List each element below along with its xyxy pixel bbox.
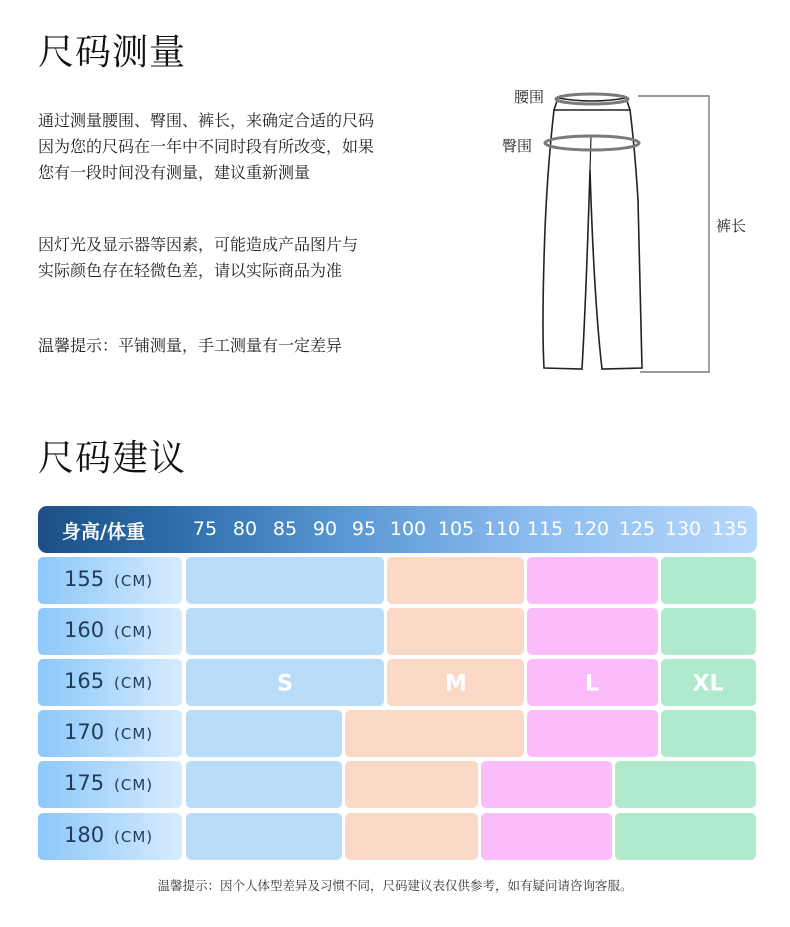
size-cell-s [186,761,342,808]
size-label-xl: XL [692,671,724,697]
size-cell-s [186,608,384,655]
table-header [38,506,757,553]
height-cell [38,557,182,604]
hip-label: 臀围 [502,137,533,155]
size-cell-m [345,761,478,808]
height-value: 170 [64,720,105,744]
height-unit: (CM) [114,623,154,641]
height-cell [38,761,182,808]
paragraph-line: 您有一段时间没有测量，建议重新测量 [38,163,311,182]
height-value: 180 [64,823,105,847]
weight-label: 100 [389,518,427,540]
height-cell [38,813,182,860]
size-cell-m [345,710,524,757]
height-cell [38,710,182,757]
paragraph-line: 因为您的尺码在一年中不同时段有所改变，如果 [38,137,375,156]
size-label-l: L [584,671,600,697]
size-cell-s [186,557,384,604]
height-cell [38,659,182,706]
size-cell-l [481,761,612,808]
pants-illustration [490,80,750,380]
length-label: 裤长 [716,217,747,235]
height-value: 175 [64,771,105,795]
height-unit: (CM) [114,828,154,846]
height-unit: (CM) [114,572,154,590]
weight-label: 95 [351,518,377,540]
size-cell-l [527,608,658,655]
size-cell-s [186,813,342,860]
waist-label: 腰围 [514,88,545,106]
height-value: 155 [64,567,105,591]
size-cell-m [387,557,524,604]
pants-diagram [490,80,750,380]
footnote: 温馨提示：因个人体型差异及习惯不同，尺码建议表仅供参考，如有疑问请咨询客服。 [157,878,633,893]
size-cell-s [186,710,342,757]
height-value: 160 [64,618,105,642]
height-unit: (CM) [114,725,154,743]
height-unit: (CM) [114,674,154,692]
header-label: 身高/体重 [62,521,145,543]
advice-title: 尺码建议 [38,438,187,479]
paragraph-line: 实际颜色存在轻微色差，请以实际商品为准 [38,261,343,280]
weight-label: 90 [312,518,338,540]
size-label-m: M [445,671,467,697]
size-cell-xl [661,557,756,604]
size-cell-xl [615,761,756,808]
size-cell-l [527,557,658,604]
height-cell [38,608,182,655]
size-cell-m [345,813,478,860]
weight-label: 85 [272,518,298,540]
paragraph-line: 通过测量腰围、臀围、裤长，来确定合适的尺码 [38,111,375,130]
weight-label: 125 [618,518,656,540]
size-cell-l [527,710,658,757]
size-label-s: S [277,671,293,697]
height-unit: (CM) [114,776,154,794]
weight-label: 105 [437,518,475,540]
weight-label: 120 [572,518,610,540]
size-cell-xl [661,608,756,655]
height-value: 165 [64,669,105,693]
paragraph-line: 因灯光及显示器等因素，可能造成产品图片与 [38,235,359,254]
weight-label: 135 [711,518,749,540]
weight-label: 80 [232,518,258,540]
weight-label: 115 [526,518,564,540]
size-cell-xl [615,813,756,860]
weight-label: 130 [664,518,702,540]
measure-title: 尺码测量 [38,32,187,73]
measure-paragraph-1 [38,108,374,186]
weight-label: 75 [192,518,218,540]
measure-tip: 温馨提示：平铺测量，手工测量有一定差异 [38,336,343,355]
weight-label: 110 [483,518,521,540]
size-cell-l [481,813,612,860]
size-cell-m [387,608,524,655]
measure-paragraph-2 [38,232,358,284]
size-cell-xl [661,710,756,757]
